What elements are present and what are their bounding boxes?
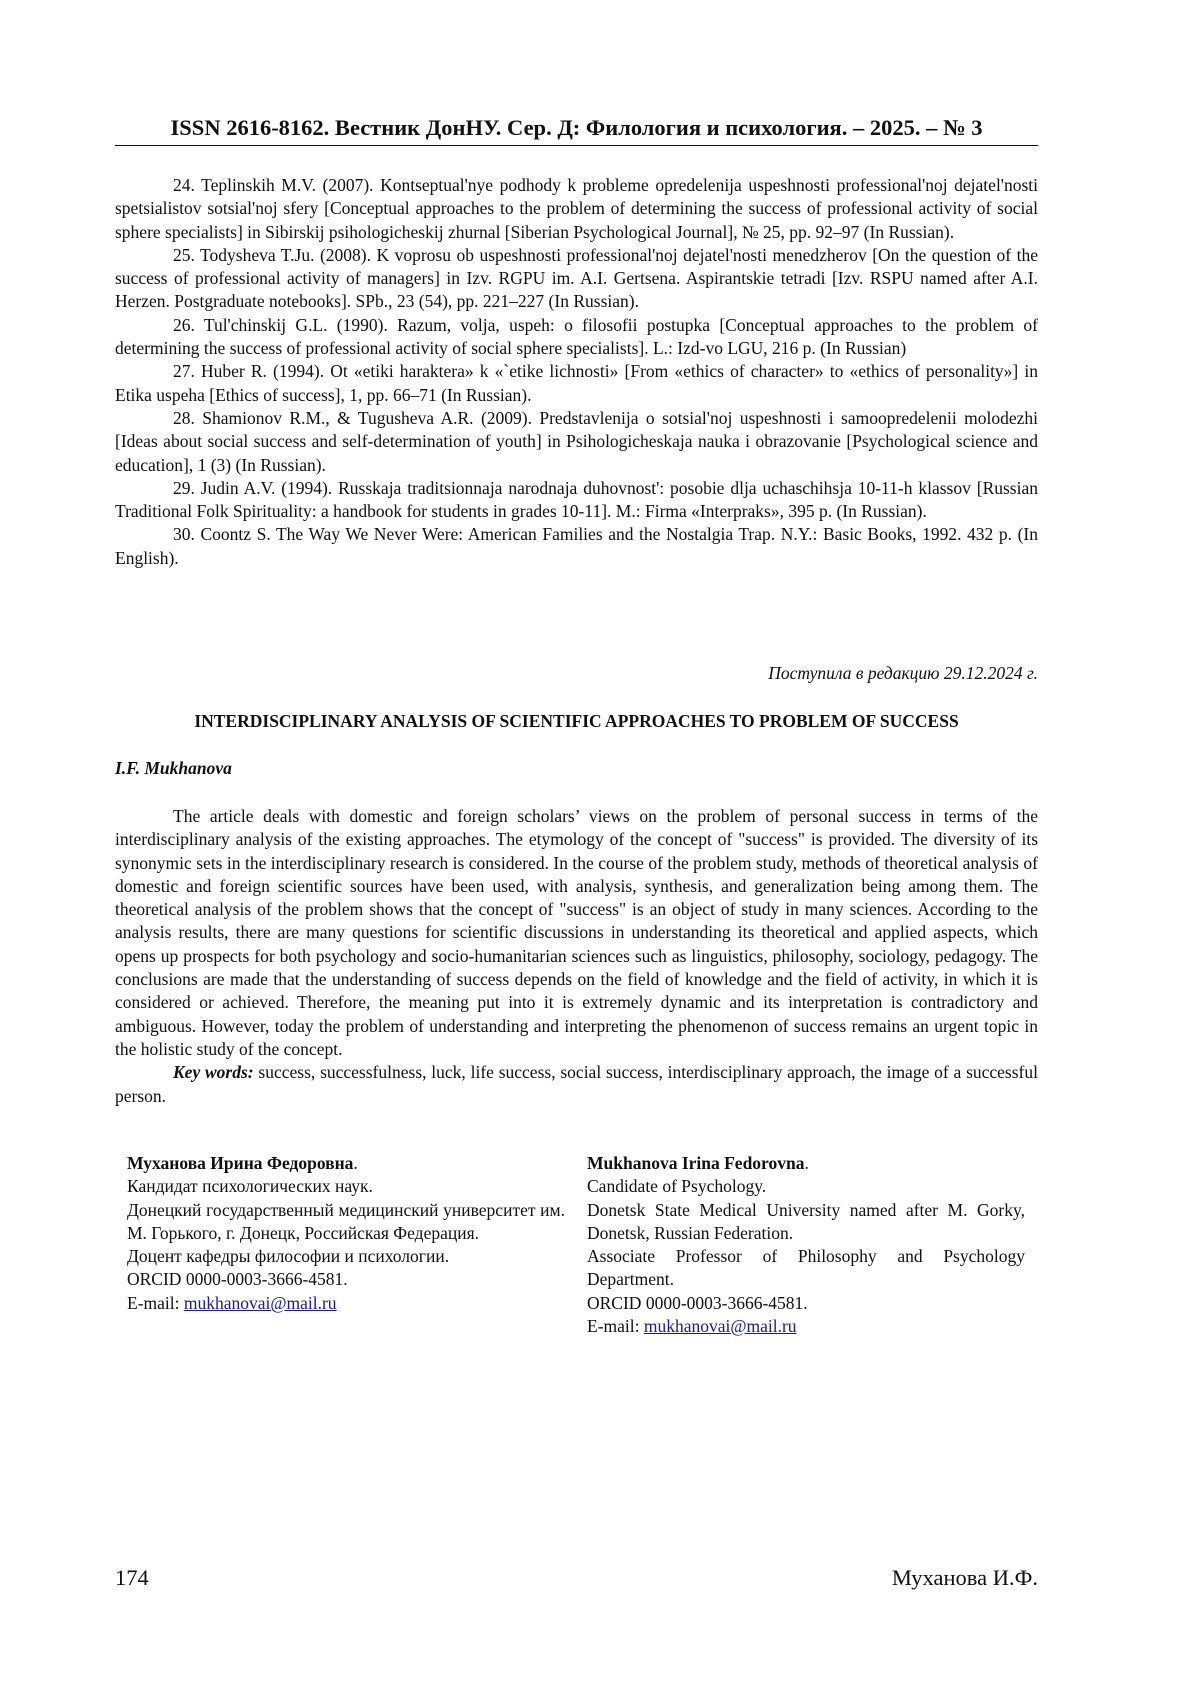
running-header: ISSN 2616-8162. Вестник ДонНУ. Сер. Д: Филология и психология. – 2025. – № 3: [115, 115, 1038, 146]
author-affiliation-en: Donetsk State Medical University named after M. Gorky, Donetsk, Russian Federation.: [587, 1199, 1025, 1243]
abstract-text: The article deals with domestic and foreign scholars’ views on the problem of personal success in terms of the interdisciplinary analysis of the existing approaches. The etymology of the concept of "success" is provided. The diversity of its synonymic sets in the interdisciplinary research is considered. In the course of the problem study, methods of theoretical analysis of domestic and foreign scientific sources have been used, with analysis, synthesis, and generalization being among them. The theoretical analysis of the problem shows that the concept of "success" is an object of study in many sciences. According to the analysis results, there are many questions for scientific discussions in understanding its theoretical and applied aspects, which opens up prospects for both psychology and socio-humanitarian sciences such as linguistics, philosophy, sociology, pedagogy. The conclusions are made that the understanding of success depends on the field of knowledge and the field of activity, in which it is considered or achieved. Therefore, the meaning put into it is extremely dynamic and its interpretation is contradictory and ambiguous. However, today the problem of understanding and interpreting the phenomenon of success remains an urgent topic in the holistic study of the concept.: [115, 806, 1038, 1059]
page-number: 174: [115, 1565, 149, 1590]
author-orcid-ru: ORCID 0000-0003-3666-4581.: [127, 1269, 348, 1290]
reference-item: 26. Tul'chinskij G.L. (1990). Razum, volja, uspeh: o filosofii postupka [Conceptual approaches to the problem of determining the success of professional activity of social sphere specialists]. L.: Izd-vo LGU, 216 p. (In Russian): [115, 314, 1038, 359]
english-author: I.F. Mukhanova: [115, 758, 232, 778]
keywords-line: [115, 1061, 1038, 1108]
author-orcid-en: ORCID 0000-0003-3666-4581.: [587, 1292, 808, 1313]
email-link-ru[interactable]: mukhanovai@mail.ru: [183, 1292, 337, 1313]
keywords-text: success, successfulness, luck, life success, social success, interdisciplinary approach, the image of a successful person.: [115, 1062, 1038, 1106]
author-name-en: Mukhanova Irina Fedorovna: [587, 1153, 805, 1173]
author-degree-en: Candidate of Psychology.: [587, 1176, 767, 1197]
reference-item: 28. Shamionov R.M., & Tugusheva A.R. (2009). Predstavlenija o sotsial'noj uspeshnosti i samoopredelenii molodezhi [Ideas about social success and self-determination of youth] in Psihologicheskaja nauka i obrazovanie [Psychological science and education], 1 (3) (In Russian).: [115, 407, 1038, 475]
author-info-english: Mukhanova Irina Fedorovna. Candidate of Psychology. Donetsk State Medical University named after M. Gorky, Donetsk, Russian Federation. Associate Professor of Philosophy and Psychology Department. ORCID 0000-0003-3666-4581. E-mail: mukhanovai@mail.ru: [587, 1153, 1025, 1337]
email-link-en[interactable]: mukhanovai@mail.ru: [643, 1316, 797, 1337]
reference-item: 27. Huber R. (1994). Ot «etiki haraktera» k «`etike lichnosti» [From «ethics of character» to «ethics of personality»] in Etika uspeha [Ethics of success], 1, pp. 66–71 (In Russian).: [115, 361, 1038, 405]
reference-item: 24. Teplinskih M.V. (2007). Kontseptual'nye podhody k probleme opredelenija uspeshnosti professional'noj dejatel'nosti spetsialistov sotsial'noj sfery [Conceptual approaches to the problem of determining the success of professional activity of social sphere specialists] in Sibirskij psihologicheskij zhurnal [Siberian Psychological Journal], № 25, pp. 92–97 (In Russian).: [115, 175, 1038, 242]
keywords-label: Key words:: [173, 1062, 254, 1083]
author-position-en: Associate Professor of Philosophy and Psychology Department.: [587, 1246, 1025, 1290]
reference-item: 30. Coontz S. The Way We Never Were: American Families and the Nostalgia Trap. N.Y.: Basic Books, 1992. 432 p. (In English).: [115, 524, 1038, 568]
author-name-ru: Муханова Ирина Федоровна: [127, 1153, 354, 1173]
english-abstract: [115, 805, 1038, 1108]
received-date: Поступила в редакцию 29.12.2024 г.: [768, 663, 1038, 683]
author-degree-ru: Кандидат психологических наук.: [127, 1176, 373, 1197]
footer-author: Муханова И.Ф.: [891, 1565, 1038, 1590]
email-label-en: E-mail:: [587, 1316, 644, 1337]
reference-item: 25. Todysheva T.Ju. (2008). K voprosu ob uspeshnosti professional'noj dejatel'nosti menedzherov [On the question of the success of professional activity of managers] in Izv. RGPU im. A.I. Gertsena. Aspirantskie tetradi [Izv. RSPU named after A.I. Herzen. Postgraduate notebooks]. SPb., 23 (54), pp. 221–227 (In Russian).: [115, 244, 1038, 312]
english-article-title: INTERDISCIPLINARY ANALYSIS OF SCIENTIFIC APPROACHES TO PROBLEM OF SUCCESS: [194, 711, 959, 731]
author-info-russian: Муханова Ирина Федоровна. Кандидат психологических наук. Донецкий государственный медицинский университет им. М. Горького, г. Донецк, Российская Федерация. Доцент кафедры философии и психологии. ORCID 0000-0003-3666-4581. E-mail: mukhanovai@mail.ru: [127, 1153, 565, 1313]
reference-item: 29. Judin A.V. (1994). Russkaja traditsionnaja narodnaja duhovnost': posobie dlja uchaschihsja 10-11-h klassov [Russian Traditional Folk Spirituality: a handbook for students in grades 10-11]. M.: Firma «Interpraks», 395 p. (In Russian).: [115, 477, 1038, 522]
email-label-ru: E-mail:: [127, 1292, 184, 1313]
author-affiliation-ru: Донецкий государственный медицинский университет им. М. Горького, г. Донецк, Российская Федерация.: [127, 1199, 565, 1243]
author-position-ru: Доцент кафедры философии и психологии.: [127, 1246, 450, 1267]
reference-list: [115, 174, 1038, 570]
